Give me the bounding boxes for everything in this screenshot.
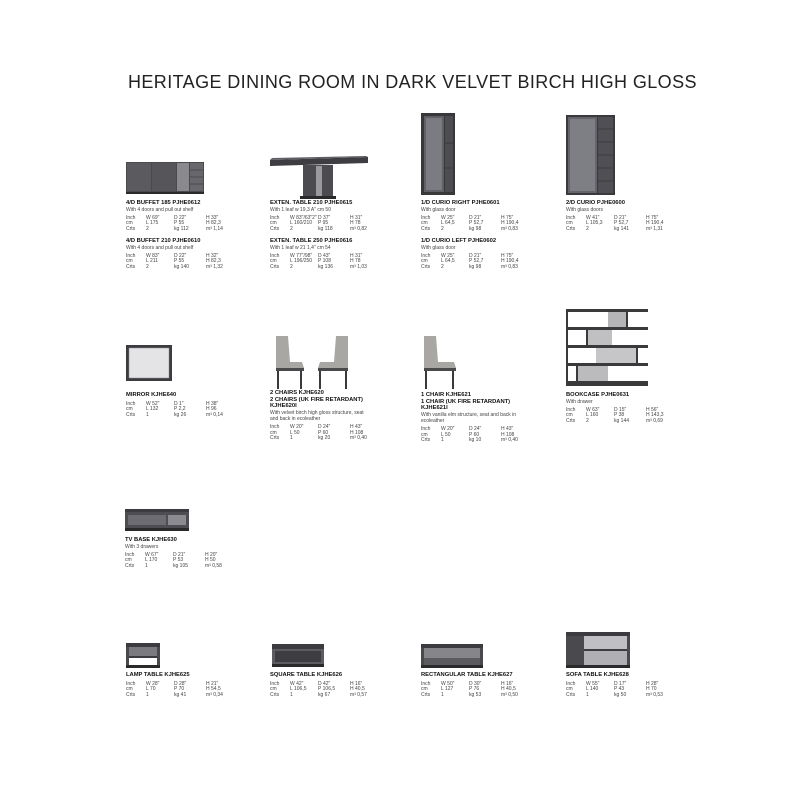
spec-value: H 40,5 (350, 686, 365, 693)
spec-value: Crts (566, 692, 576, 699)
spec-value: W 55" (586, 680, 600, 687)
spec-value: L 140 (586, 686, 599, 693)
product-name: RECTANGULAR TABLE KJHE627 (421, 672, 513, 678)
spec-value: m³ 0,83 (501, 264, 518, 271)
spec-value: m³ 1,31 (646, 226, 663, 233)
product-description: With vanilla elm structure, seat and back in ecoleather (421, 411, 517, 424)
spec-value: Inch (421, 252, 431, 259)
tv-base-image (125, 509, 189, 533)
spec-value: kg 144 (614, 418, 630, 425)
product-specs (566, 216, 701, 233)
spec-value: 1 (145, 563, 148, 570)
spec-value: kg 41 (174, 692, 187, 699)
spec-value: Inch (566, 406, 576, 413)
product-specs (126, 402, 261, 419)
spec-value: Crts (126, 226, 136, 233)
bookcase-image (566, 309, 648, 387)
spec-value: Inch (421, 214, 431, 221)
spec-value: Inch (566, 680, 576, 687)
spec-value: cm (126, 406, 133, 413)
spec-value: H 16" (350, 680, 363, 687)
page-title: HERITAGE DINING ROOM IN DARK VELVET BIRCH HIGH GLOSS (128, 72, 697, 92)
spec-value: D 30" (469, 680, 482, 687)
spec-value: H 43" (501, 425, 514, 432)
product-specs (421, 254, 556, 271)
product-specs (421, 427, 556, 444)
spec-value: H 143,3 (646, 412, 664, 419)
spec-value: kg 112 (174, 226, 189, 233)
spec-value: m³ 1,32 (206, 264, 223, 271)
spec-value: cm (566, 686, 573, 693)
lamp-table-image (126, 643, 160, 669)
spec-value: H 78 (350, 220, 361, 227)
product-description: With 1 leaf w 21 1,4" cm 54 (270, 244, 331, 251)
spec-value: H 78 (350, 258, 361, 265)
spec-value: W 25" (441, 214, 455, 221)
product-name: EXTEN. TABLE 250 PJHE0616 (270, 237, 353, 244)
spec-value: 1 (441, 692, 444, 699)
spec-value: Crts (126, 264, 136, 271)
spec-value: H 21" (206, 680, 219, 687)
spec-value: L 64,5 (441, 258, 455, 265)
product-specs (270, 254, 405, 271)
spec-value: L 211 (146, 258, 158, 265)
spec-value: kg 98 (469, 264, 482, 271)
spec-value: L 70 (146, 686, 156, 693)
spec-value: kg 118 (318, 226, 333, 233)
spec-value: m³ 0,34 (206, 692, 223, 699)
product-name: SQUARE TABLE KJHE626 (270, 672, 343, 678)
spec-value: H 190,4 (501, 258, 519, 265)
spec-value: H 82,3 (206, 220, 221, 227)
product-specs (126, 216, 261, 233)
spec-value: L 127 (441, 686, 454, 693)
product-code: KJHE621I (421, 405, 448, 412)
spec-value: cm (421, 220, 428, 227)
spec-value: W 28" (146, 680, 160, 687)
spec-value: 1 (586, 692, 589, 699)
spec-value: kg 53 (469, 692, 482, 699)
spec-value: W 67" (145, 551, 159, 558)
spec-value: H 70 (646, 686, 657, 693)
spec-value: D 43" (318, 252, 331, 259)
product-name: 1 CHAIR KJHE621 (421, 392, 471, 398)
spec-value: Inch (270, 214, 280, 221)
spec-value: P 2,2 (174, 406, 186, 413)
spec-value: D 21" (469, 214, 482, 221)
spec-value: cm (270, 220, 277, 227)
spec-value: H 50 (205, 557, 216, 564)
product-description: With velvet birch high gloss structure, seat and back in ecoleather (270, 409, 364, 422)
spec-value: 1 (290, 692, 293, 699)
spec-value: m³ 0,40 (501, 437, 518, 444)
spec-value: cm (126, 258, 133, 265)
spec-value: L 170 (145, 557, 158, 564)
buffet-image (126, 160, 204, 196)
spec-value: H 20" (205, 551, 218, 558)
spec-value: Inch (126, 214, 136, 221)
spec-value: Crts (566, 226, 576, 233)
spec-value: cm (566, 412, 573, 419)
spec-value: P 70 (174, 686, 185, 693)
tv-base-entry (125, 537, 260, 570)
spec-value: H 31" (350, 252, 363, 259)
spec-value: L 175 (146, 220, 159, 227)
spec-value: H 190,4 (646, 220, 664, 227)
spec-value: H 28" (646, 680, 659, 687)
two-chairs-entry (270, 390, 405, 442)
product-specs (270, 682, 405, 699)
spec-value: cm (270, 258, 277, 265)
lamp-table-entry (126, 672, 261, 699)
curio-2-door-entry (566, 200, 701, 233)
spec-value: D 28" (174, 680, 187, 687)
spec-value: H 56" (646, 406, 659, 413)
spec-value: m³ 0,50 (501, 692, 518, 699)
spec-value: D 22" (174, 252, 187, 259)
product-name: 1/D CURIO LEFT PJHE0602 (421, 237, 497, 244)
square-table-entry (270, 672, 405, 699)
product-name: 1/D CURIO RIGHT PJHE0601 (421, 200, 500, 206)
spec-value: cm (126, 686, 133, 693)
spec-value: L 196/250 (290, 258, 313, 265)
spec-value: H 33" (206, 214, 219, 221)
curio-2-door-image (566, 115, 615, 195)
product-description: With glass doors (566, 206, 603, 213)
spec-value: L 132 (146, 406, 159, 413)
spec-value: 1 (146, 692, 149, 699)
spec-value: L 105,3 (586, 220, 603, 227)
spec-value: cm (270, 686, 277, 693)
spec-value: W 69" (146, 214, 160, 221)
spec-value: Crts (126, 692, 136, 699)
mirror-entry (126, 392, 261, 419)
spec-value: cm (421, 686, 428, 693)
spec-value: kg 140 (174, 264, 190, 271)
spec-value: 2 (441, 264, 444, 271)
spec-value: H 82,3 (206, 258, 221, 265)
spec-value: Inch (126, 252, 136, 259)
spec-value: 1 (146, 412, 149, 419)
spec-value: L 64,5 (441, 220, 455, 227)
spec-value: W 20" (441, 425, 455, 432)
spec-value: P 52,7 (469, 258, 484, 265)
spec-value: D 22" (174, 214, 187, 221)
spec-value: Crts (421, 226, 431, 233)
product-specs (421, 682, 556, 699)
spec-value: H 108 (350, 429, 364, 436)
spec-value: Inch (126, 680, 136, 687)
spec-value: cm (566, 220, 573, 227)
spec-value: m³ 0,57 (350, 692, 367, 699)
spec-value: W 83"/63"2" (290, 214, 317, 221)
spec-value: W 50" (441, 680, 455, 687)
spec-value: cm (126, 220, 133, 227)
spec-value: Inch (421, 425, 431, 432)
spec-value: D 1" (174, 400, 184, 407)
spec-value: W 25" (441, 252, 455, 259)
spec-value: L 106,5 (290, 686, 307, 693)
spec-value: m³ 1,14 (206, 226, 223, 233)
spec-value: P 106,5 (318, 686, 336, 693)
spec-value: 2 (441, 226, 444, 233)
spec-value: cm (421, 431, 428, 438)
buffet-185-entry (126, 200, 261, 271)
product-description: With 3 drawers (125, 543, 159, 550)
rectangular-table-image (421, 644, 483, 668)
spec-value: 2 (290, 264, 293, 271)
product-specs (566, 408, 701, 425)
product-description: With glass door (421, 206, 456, 213)
spec-value: P 95 (318, 220, 329, 227)
spec-value: H 40,5 (501, 686, 516, 693)
spec-value: kg 105 (173, 563, 189, 570)
spec-value: Crts (125, 563, 135, 570)
spec-value: H 190,4 (501, 220, 519, 227)
square-table-image (272, 644, 324, 668)
bookcase-entry (566, 392, 701, 425)
spec-value: Crts (566, 418, 576, 425)
spec-value: m³ 0,82 (350, 226, 367, 233)
spec-value: 2 (146, 226, 149, 233)
sofa-table-entry (566, 672, 701, 699)
mirror-image (126, 345, 172, 381)
spec-value: P 108 (318, 258, 331, 265)
spec-value: Inch (270, 423, 280, 430)
spec-value: Crts (270, 692, 280, 699)
product-name: BOOKCASE PJHE0631 (566, 392, 630, 398)
spec-value: Inch (566, 214, 576, 221)
product-name-fire-retardant: 2 CHAIRS (UK FIRE RETARDANT) (270, 396, 363, 403)
spec-value: P 60 (469, 431, 480, 438)
spec-value: m³ 0,83 (501, 226, 518, 233)
spec-value: H 96 (206, 406, 217, 413)
product-description: With 4 doors and pull out shelf (126, 244, 194, 251)
spec-value: H 32" (206, 252, 219, 259)
spec-value: kg 26 (174, 412, 187, 419)
one-chair-image (421, 334, 459, 390)
spec-value: W 83" (146, 252, 160, 259)
spec-value: m³ 0,58 (205, 563, 222, 570)
spec-value: H 38" (206, 400, 219, 407)
spec-value: W 52" (146, 400, 160, 407)
spec-value: kg 98 (469, 226, 482, 233)
spec-value: 1 (441, 437, 444, 444)
spec-value: P 76 (469, 686, 480, 693)
spec-value: D 42" (318, 680, 331, 687)
spec-value: W 41" (586, 214, 600, 221)
spec-value: 2 (586, 226, 589, 233)
spec-value: H 108 (501, 431, 515, 438)
spec-value: W 63" (586, 406, 600, 413)
spec-value: cm (421, 258, 428, 265)
spec-value: kg 141 (614, 226, 630, 233)
spec-value: H 31" (350, 214, 363, 221)
spec-value: D 15" (614, 406, 627, 413)
spec-value: P 60 (318, 429, 329, 436)
product-name: LAMP TABLE KJHE625 (126, 672, 190, 678)
spec-value: W 42" (290, 680, 304, 687)
spec-value: D 37" (318, 214, 331, 221)
spec-value: Crts (270, 264, 280, 271)
spec-value: 2 (146, 264, 149, 271)
spec-value: P 53 (173, 557, 184, 564)
spec-value: m³ 0,40 (350, 435, 367, 442)
product-name: EXTEN. TABLE 210 PJHE0615 (270, 200, 353, 206)
spec-value: Crts (421, 264, 431, 271)
spec-value: Crts (270, 435, 280, 442)
spec-value: P 38 (614, 412, 625, 419)
spec-value: D 24" (318, 423, 331, 430)
spec-value: kg 50 (614, 692, 627, 699)
spec-value: Inch (421, 680, 431, 687)
spec-value: kg 67 (318, 692, 331, 699)
spec-value: L 50 (290, 429, 300, 436)
product-name: SOFA TABLE KJHE628 (566, 672, 629, 678)
spec-value: 1 (290, 435, 293, 442)
product-name: MIRROR KJHE640 (126, 392, 177, 398)
spec-value: W 20" (290, 423, 304, 430)
spec-value: Inch (270, 680, 280, 687)
product-specs (125, 553, 260, 570)
spec-value: Inch (126, 400, 136, 407)
product-code: KJHE620I (270, 403, 297, 410)
product-name: 2 CHAIRS KJHE620 (270, 390, 324, 396)
spec-value: m³ 0,69 (646, 418, 663, 425)
product-name: 4/D BUFFET 210 PJHE0610 (126, 237, 201, 244)
spec-value: P 43 (614, 686, 625, 693)
product-description: With glass door (421, 244, 456, 251)
extension-table-image (270, 154, 368, 200)
spec-value: D 21" (614, 214, 627, 221)
one-chair-entry (421, 392, 556, 444)
spec-value: 2 (290, 226, 293, 233)
spec-value: Crts (126, 412, 136, 419)
spec-value: H 75" (646, 214, 659, 221)
spec-value: m³ 0,53 (646, 692, 663, 699)
product-specs (270, 216, 405, 233)
spec-value: 2 (586, 418, 589, 425)
product-description: With 4 doors and pull out shelf (126, 206, 194, 213)
spec-value: cm (125, 557, 132, 564)
spec-value: H 54,5 (206, 686, 221, 693)
spec-value: P 55 (174, 258, 185, 265)
spec-value: H 43" (350, 423, 363, 430)
spec-value: Crts (421, 437, 431, 444)
spec-value: H 16" (501, 680, 514, 687)
product-specs (566, 682, 701, 699)
spec-value: Inch (270, 252, 280, 259)
spec-value: cm (270, 429, 277, 436)
product-description: With 1 leaf w 19,3 A" cm 50 (270, 206, 331, 213)
product-name: 4/D BUFFET 185 PJHE0612 (126, 200, 201, 206)
spec-value: W 77"/98" (290, 252, 313, 259)
spec-value: L 160/210 (290, 220, 313, 227)
curio-1-door-entry (421, 200, 556, 271)
spec-value: H 75" (501, 252, 514, 259)
spec-value: kg 20 (318, 435, 331, 442)
product-specs (126, 682, 261, 699)
sofa-table-image (566, 632, 630, 668)
spec-value: D 21" (469, 252, 482, 259)
spec-value: P 52,7 (469, 220, 484, 227)
product-description: With drawer (566, 398, 593, 405)
spec-value: m³ 1,03 (350, 264, 367, 271)
spec-value: L 160 (586, 412, 599, 419)
rectangular-table-entry (421, 672, 556, 699)
spec-value: kg 10 (469, 437, 482, 444)
product-specs (270, 425, 405, 442)
product-specs (421, 216, 556, 233)
spec-value: D 24" (469, 425, 482, 432)
spec-value: H 75" (501, 214, 514, 221)
spec-value: Inch (125, 551, 135, 558)
product-name: 2/D CURIO PJHE0600 (566, 200, 625, 206)
spec-value: D 21" (173, 551, 186, 558)
product-name: TV BASE KJHE630 (125, 537, 177, 543)
product-specs (126, 254, 261, 271)
spec-value: m³ 0,14 (206, 412, 223, 419)
spec-value: L 50 (441, 431, 451, 438)
extension-table-entry (270, 200, 405, 271)
spec-value: P 52,7 (614, 220, 629, 227)
product-name-fire-retardant: 1 CHAIR (UK FIRE RETARDANT) (421, 398, 511, 405)
two-chairs-image (272, 334, 352, 390)
curio-right-image (421, 113, 455, 195)
spec-value: Crts (421, 692, 431, 699)
spec-value: Crts (270, 226, 280, 233)
spec-value: D 17" (614, 680, 627, 687)
spec-value: kg 136 (318, 264, 334, 271)
spec-value: P 55 (174, 220, 185, 227)
